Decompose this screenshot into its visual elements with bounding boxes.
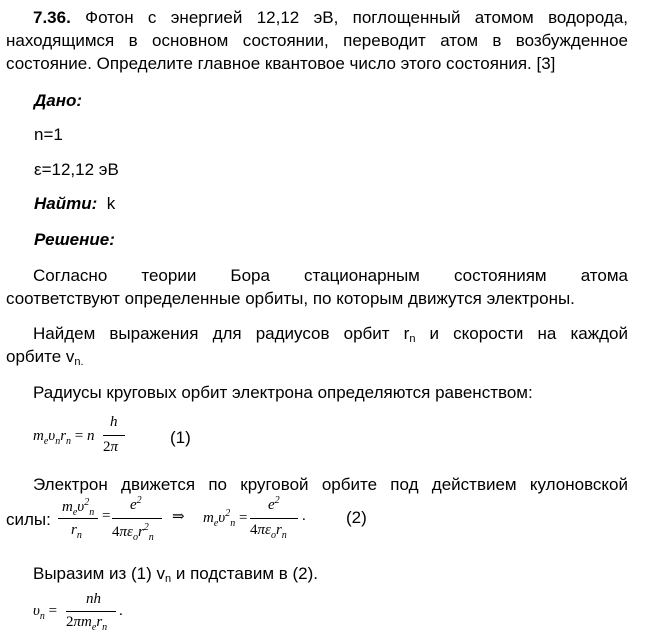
equation-1-number: (1) [170, 428, 191, 447]
find-row [34, 194, 115, 214]
solution-p3: Радиусы круговых орбит электрона определяются равенством: [33, 383, 533, 402]
solution-p2-line-2: орбите $v_{n.}$ [6, 347, 84, 368]
solution-p2-line-1: Найдем выражения для радиусов орбит $r_n$ и скорости на каждой [33, 324, 628, 345]
solution-p4-line-1: Электрон движется по круговой орбите под действием кулоновской [33, 475, 628, 494]
problem-line-3: состояние. Определите главное квантовое число этого состояния. [3] [6, 54, 556, 73]
problem-number: 7.36. [33, 8, 71, 27]
given-n: n=1 [34, 125, 63, 144]
find-value: k [106, 194, 116, 213]
given-energy: ε=12,12 эВ [34, 160, 119, 179]
equation-2-number: (2) [346, 508, 367, 527]
solution-p4-line-2: силы: [6, 510, 51, 529]
problem-line-1: 7.36. Фотон с энергией 12,12 эВ, поглощенный атомом водорода, [33, 8, 628, 27]
solution-p1-line-2: соответствуют определенные орбиты, по которым движутся электроны. [6, 289, 575, 308]
solution-p1-line-1: Согласно теории Бора стационарным состояниям атома [33, 266, 628, 285]
problem-line-2: находящимся в основном состоянии, переводит атом в возбужденное [6, 31, 628, 50]
given-label: Дано: [34, 91, 83, 110]
solution-label: Решение: [34, 230, 115, 249]
find-label: Найти: [34, 194, 98, 213]
solution-p5: Выразим из (1) $v_n$ и подставим в (2). [33, 564, 319, 585]
implies-symbol: ⇒ [172, 509, 185, 525]
